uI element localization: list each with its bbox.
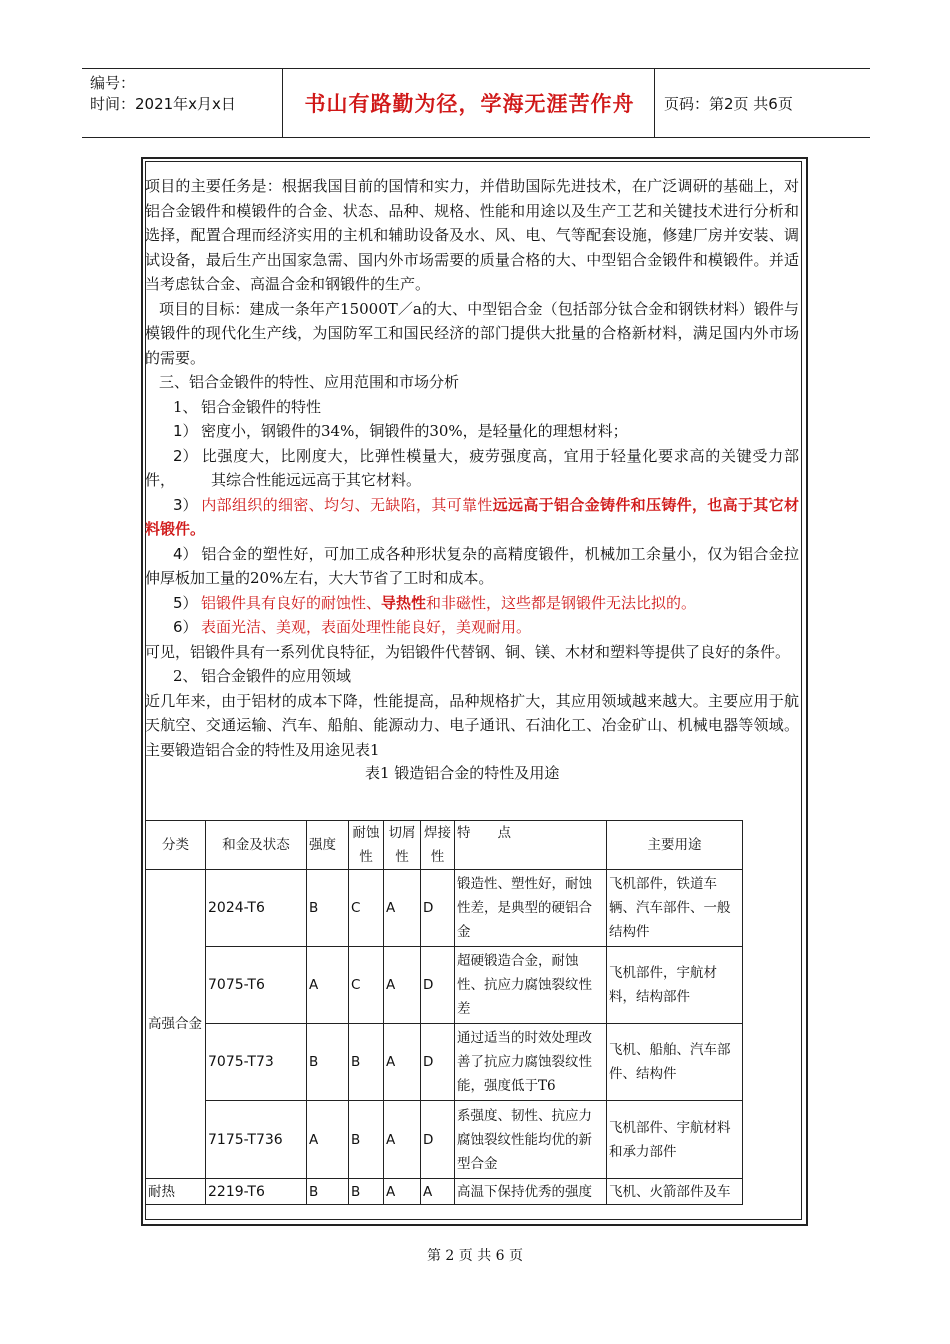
cell-uses: 飞机部件，铁道车辆、汽车部件、一般结构件: [607, 870, 743, 947]
cell-chip: A: [384, 1101, 421, 1179]
header-chip: 切屑性: [384, 821, 421, 870]
cell-alloy: 2024-T6: [206, 870, 307, 947]
cell-chip: A: [384, 1024, 421, 1101]
header-motto: 书山有路勤为径，学海无涯苦作舟: [304, 92, 635, 116]
paragraph-applications: 近几年来，由于铝材的成本下降，性能提高，品种规格扩大，其应用领域越来越大。主要应用于航天航空、交通运输、汽车、船舶、能源动力、电子通讯、石油化工、冶金矿山、机械电器等领域。主要锻造铝合金的特性及用途见表1: [145, 691, 799, 759]
cell-chip: A: [384, 947, 421, 1024]
table-row: [146, 1101, 743, 1179]
cell-features: 超硬锻造合金，耐蚀性、抗应力腐蚀裂纹性差: [455, 947, 607, 1024]
paragraph-goal: 项目的目标：建成一条年产15000T／a的大、中型铝合金（包括部分钛合金和钢铁材料）锻件与模锻件的现代化生产线，为国防军工和国民经济的部门提供大批量的合格新材料，满足国内外市场的需要。: [145, 299, 799, 367]
list-item-4: 4） 铝合金的塑性好，可加工成各种形状复杂的高精度锻件，机械加工余量小，仅为铝合金拉伸厚板加工量的20%左右，大大节省了工时和成本。: [145, 544, 799, 587]
doc-number-label: 编号：: [90, 74, 136, 92]
doc-time-label: 时间：2021年x月x日: [90, 95, 236, 113]
header-strength: 强度: [307, 821, 349, 870]
header-weld: 焊接性: [421, 821, 455, 870]
cell-features: 锻造性、塑性好，耐蚀性差，是典型的硬铝合金: [455, 870, 607, 947]
category-heat-resistant: 耐热: [146, 1179, 206, 1205]
subheading-1: 1、 铝合金锻件的特性: [173, 397, 322, 416]
alloy-table: [145, 820, 743, 1205]
header-category: 分类: [146, 821, 206, 870]
table-row: [146, 870, 743, 947]
cell-uses: 飞机部件、宇航材料和承力部件: [607, 1101, 743, 1179]
cell-strength: A: [307, 947, 349, 1024]
cell-uses: 飞机、船舶、汽车部件、结构件: [607, 1024, 743, 1101]
cell-corrosion: B: [349, 1101, 384, 1179]
cell-features: 高温下保持优秀的强度: [455, 1179, 607, 1205]
section-heading-3: 三、铝合金锻件的特性、应用范围和市场分析: [159, 373, 460, 391]
cell-weld: A: [421, 1179, 455, 1205]
table-header-row: [146, 821, 743, 870]
page-header: [82, 68, 870, 138]
header-features: 特 点: [455, 821, 607, 870]
list-item-5: 5） 铝锻件具有良好的耐蚀性、导热性和非磁性，这些都是钢锻件无法比拟的。: [173, 593, 697, 612]
cell-corrosion: C: [349, 947, 384, 1024]
cell-weld: D: [421, 1101, 455, 1179]
list-item-3: 3） 内部组织的细密、均匀、无缺陷，其可靠性远远高于铝合金铸件和压铸件，也高于其它材料锻件。: [145, 495, 799, 538]
cell-features: 系强度、韧性、抗应力腐蚀裂纹性能均优的新型合金: [455, 1101, 607, 1179]
cell-features: 通过适当的时效处理改善了抗应力腐蚀裂纹性能，强度低于T6: [455, 1024, 607, 1101]
cell-weld: D: [421, 1024, 455, 1101]
cell-corrosion: B: [349, 1179, 384, 1205]
list-item-1: 1） 密度小，钢锻件的34%，铜锻件的30%，是轻量化的理想材料；: [173, 422, 628, 440]
subheading-2: 2、 铝合金锻件的应用领域: [173, 667, 352, 685]
document-body: [145, 174, 799, 784]
page-footer: 第 2 页 共 6 页: [426, 1248, 524, 1264]
paragraph-conclusion: 可见，铝锻件具有一系列优良特征，为铝锻件代替钢、铜、镁、木材和塑料等提供了良好的条件。: [145, 642, 791, 661]
header-meta: [90, 73, 236, 115]
table-row: [146, 1179, 743, 1205]
cell-strength: B: [307, 870, 349, 947]
header-uses: 主要用途: [607, 821, 743, 870]
cell-alloy: 2219-T6: [206, 1179, 307, 1205]
paragraph-task: 项目的主要任务是：根据我国目前的国情和实力，并借助国际先进技术，在广泛调研的基础上，对铝合金锻件和模锻件的合金、状态、品种、规格、性能和用途以及生产工艺和关键技术进行分析和选择，配置合理而经济实用的主机和辅助设备及水、风、电、气等配套设施，修建厂房并安装、调试设备，最后生产出国家急需、国内外市场需要的质量合格的大、中型铝合金锻件和模锻件。并适当考虑钛合金、高温合金和钢锻件的生产。: [145, 177, 799, 293]
cell-corrosion: C: [349, 870, 384, 947]
cell-uses: 飞机部件，宇航材料，结构部件: [607, 947, 743, 1024]
cell-strength: A: [307, 1101, 349, 1179]
cell-alloy: 7075-T6: [206, 947, 307, 1024]
header-divider: [654, 69, 655, 137]
cell-strength: B: [307, 1179, 349, 1205]
category-high-strength: 高强合金: [146, 870, 206, 1179]
cell-corrosion: B: [349, 1024, 384, 1101]
header-page-number: 页码：第2页 共6页: [664, 94, 793, 113]
header-corrosion: 耐蚀性: [349, 821, 384, 870]
cell-chip: A: [384, 1179, 421, 1205]
list-item-2: 2） 比强度大，比刚度大，比弹性模量大，疲劳强度高，宜用于轻量化要求高的关键受力部件， 其综合性能远远高于其它材料。: [145, 446, 799, 489]
cell-uses: 飞机、火箭部件及车: [607, 1179, 743, 1205]
header-alloy: 和金及状态: [206, 821, 307, 870]
cell-weld: D: [421, 870, 455, 947]
header-divider: [282, 69, 283, 137]
cell-alloy: 7075-T73: [206, 1024, 307, 1101]
cell-strength: B: [307, 1024, 349, 1101]
table-caption: 表1 锻造铝合金的特性及用途: [365, 764, 560, 782]
list-item-6: 6） 表面光洁、美观，表面处理性能良好，美观耐用。: [173, 618, 532, 636]
cell-weld: D: [421, 947, 455, 1024]
table-row: [146, 1024, 743, 1101]
cell-alloy: 7175-T736: [206, 1101, 307, 1179]
table-row: [146, 947, 743, 1024]
cell-chip: A: [384, 870, 421, 947]
